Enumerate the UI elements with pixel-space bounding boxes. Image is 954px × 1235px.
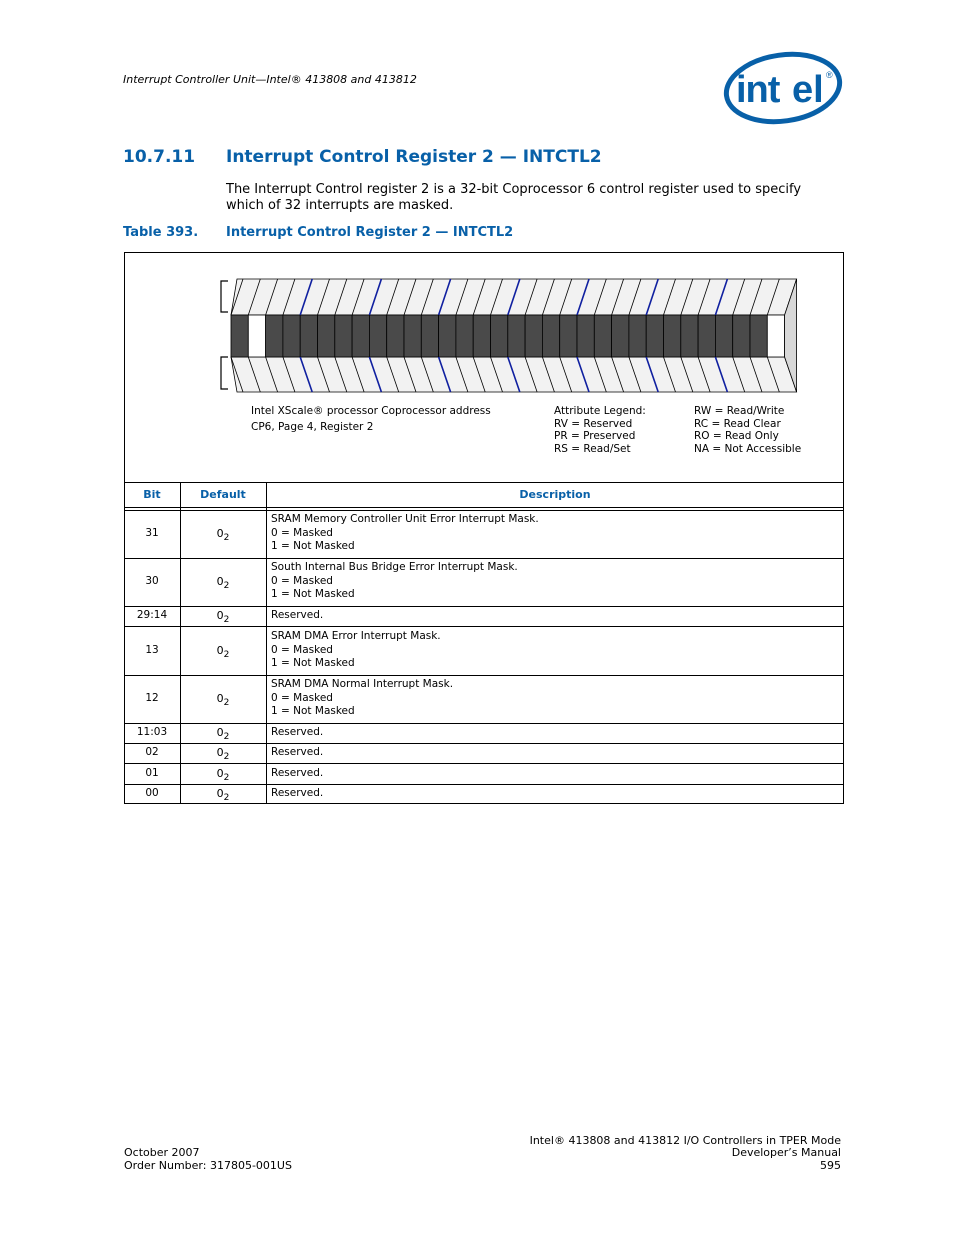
running-header: Interrupt Controller Unit—Intel® 413808 and 413812	[123, 73, 417, 86]
table-row-description: SRAM DMA Error Interrupt Mask. 0 = Masked 1 = Not Masked	[271, 630, 441, 669]
table-header-double-rule	[124, 510, 844, 511]
table-row-default: $0_2$	[216, 609, 230, 625]
bit-cell	[733, 315, 750, 357]
table-row-bit: 11:03	[136, 726, 168, 738]
bit-cell	[681, 315, 698, 357]
bit-cell	[300, 315, 317, 357]
table-row-description: Reserved.	[271, 746, 324, 758]
table-row-default: $0_2$	[216, 692, 230, 708]
table-row-default: $0_2$	[216, 644, 230, 660]
bit-cell	[352, 315, 369, 357]
footer-doc-title: Intel® 413808 and 413812 I/O Controllers in TPER Mode	[529, 1134, 841, 1147]
legend-left-1: PR = Preserved	[554, 430, 636, 442]
bit-cell	[266, 315, 283, 357]
bit-cell	[335, 315, 352, 357]
legend-left-0: RV = Reserved	[554, 418, 633, 430]
table-row-description: South Internal Bus Bridge Error Interrupt Mask. 0 = Masked 1 = Not Masked	[271, 561, 518, 600]
footer-order-number: Order Number: 317805-001US	[124, 1159, 292, 1172]
legend-right-2: RO = Read Only	[694, 430, 779, 442]
bit-cell	[664, 315, 681, 357]
column-header-description: Description	[519, 488, 591, 501]
table-row-description: Reserved.	[271, 609, 324, 621]
table-row-description: Reserved.	[271, 787, 324, 799]
bit-cell	[560, 315, 577, 357]
footer-date: October 2007	[124, 1146, 200, 1159]
table-header-top-rule	[124, 482, 844, 483]
legend-left-2: RS = Read/Set	[554, 443, 631, 455]
bit-cell	[508, 315, 525, 357]
table-row-bit: 13	[145, 644, 159, 656]
table-row-description: SRAM DMA Normal Interrupt Mask. 0 = Masked 1 = Not Masked	[271, 678, 454, 717]
bit-cell	[767, 315, 784, 357]
table-title: Interrupt Control Register 2 — INTCTL2	[226, 225, 514, 240]
bit-cell	[577, 315, 594, 357]
bit-cell	[231, 315, 248, 357]
bit-cell	[248, 315, 265, 357]
bit-cell	[439, 315, 456, 357]
svg-text:int: int	[736, 69, 780, 111]
table-number: Table 393.	[123, 225, 199, 240]
table-row-bit: 31	[145, 527, 159, 539]
bit-cell	[283, 315, 300, 357]
table-row-bit: 02	[145, 746, 159, 758]
bit-cell	[387, 315, 404, 357]
intel-logo	[722, 48, 844, 132]
bit-cell	[491, 315, 508, 357]
table-row-description: SRAM Memory Controller Unit Error Interrupt Mask. 0 = Masked 1 = Not Masked	[271, 513, 539, 552]
bit-cell	[750, 315, 767, 357]
footer-doc-subtitle: Developer’s Manual	[731, 1146, 841, 1159]
bit-cell	[525, 315, 542, 357]
section-body: The Interrupt Control register 2 is a 32-bit Coprocessor 6 control register used to specify which of 32 interrupts are masked.	[226, 182, 802, 213]
table-row-bit: 30	[145, 575, 159, 587]
bit-cell	[646, 315, 663, 357]
bit-cell	[594, 315, 611, 357]
table-row-bit: 00	[145, 787, 159, 799]
section-title: Interrupt Control Register 2 — INTCTL2	[226, 147, 602, 167]
legend-title: Attribute Legend:	[554, 405, 646, 417]
bit-cell	[542, 315, 559, 357]
table-row-description: Reserved.	[271, 726, 324, 738]
table-row-default: $0_2$	[216, 767, 230, 783]
bit-cell	[421, 315, 438, 357]
table-row-bit: 12	[145, 692, 159, 704]
table-row-bit: 29:14	[136, 609, 168, 621]
bit-cell	[715, 315, 732, 357]
table-row-default: $0_2$	[216, 746, 230, 762]
bit-cell	[456, 315, 473, 357]
coprocessor-address-line2: CP6, Page 4, Register 2	[251, 421, 374, 433]
legend-right-3: NA = Not Accessible	[694, 443, 802, 455]
table-row-default: $0_2$	[216, 726, 230, 742]
footer-page-number: 595	[820, 1159, 841, 1172]
legend-right-0: RW = Read/Write	[694, 405, 785, 417]
table-row-default: $0_2$	[216, 527, 230, 543]
legend-right-1: RC = Read Clear	[694, 418, 781, 430]
bit-cell	[369, 315, 386, 357]
bit-cell	[318, 315, 335, 357]
bit-cell	[612, 315, 629, 357]
table-header-bottom-rule	[124, 507, 844, 508]
table-row-description: Reserved.	[271, 767, 324, 779]
section-number: 10.7.11	[123, 147, 196, 167]
bit-cell	[698, 315, 715, 357]
svg-text:el: el	[792, 69, 824, 111]
column-divider-default	[266, 482, 267, 803]
bit-cell	[629, 315, 646, 357]
bit-cell	[404, 315, 421, 357]
column-header-default: Default	[200, 488, 246, 501]
table-row-default: $0_2$	[216, 787, 230, 803]
svg-text:®: ®	[826, 70, 833, 80]
table-row-bit: 01	[145, 767, 159, 779]
bit-cell	[473, 315, 490, 357]
coprocessor-address-line1: Intel XScale® processor Coprocessor address	[251, 405, 491, 417]
table-row-default: $0_2$	[216, 575, 230, 591]
column-header-bit: Bit	[143, 488, 161, 501]
